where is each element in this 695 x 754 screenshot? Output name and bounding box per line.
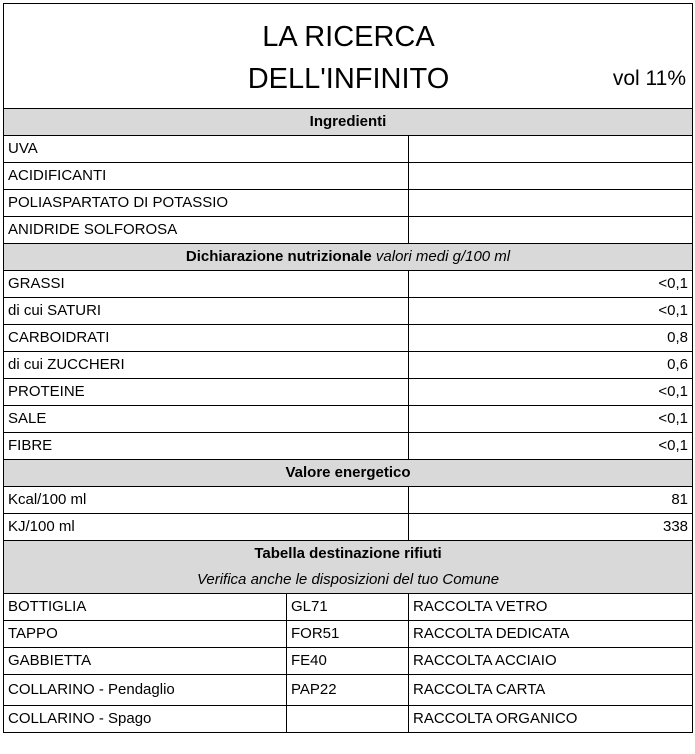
waste-destination: RACCOLTA ORGANICO [409, 706, 693, 733]
waste-item: COLLARINO - Spago [4, 706, 287, 733]
energy-value: 338 [409, 514, 693, 541]
nutrition-label: di cui ZUCCHERI [4, 352, 409, 379]
ingredients-header: Ingredienti [4, 109, 693, 136]
energy-label: KJ/100 ml [4, 514, 409, 541]
nutrition-header-title: Dichiarazione nutrizionale [185, 248, 372, 265]
waste-item: COLLARINO - Pendaglio [4, 675, 287, 706]
ingredient-blank [409, 217, 693, 244]
waste-header: Tabella destinazione rifiuti [4, 541, 693, 568]
energy-label: Kcal/100 ml [4, 487, 409, 514]
ingredient-blank [409, 190, 693, 217]
nutrition-label: SALE [4, 406, 409, 433]
waste-destination: RACCOLTA VETRO [409, 594, 693, 621]
nutrition-value: 0,8 [409, 325, 693, 352]
nutrition-label: di cui SATURI [4, 298, 409, 325]
nutrition-label: FIBRE [4, 433, 409, 460]
product-title [4, 16, 693, 100]
nutrition-label: GRASSI [4, 271, 409, 298]
ingredient-item: POLIASPARTATO DI POTASSIO [4, 190, 409, 217]
waste-code: FOR51 [287, 621, 409, 648]
waste-code: GL71 [287, 594, 409, 621]
ingredient-item: ANIDRIDE SOLFOROSA [4, 217, 409, 244]
energy-header: Valore energetico [4, 460, 693, 487]
waste-subheader: Verifica anche le disposizioni del tuo Comune [4, 567, 693, 594]
waste-code: FE40 [287, 648, 409, 675]
product-title-line2: DELL'INFINITO [247, 63, 450, 95]
waste-item: BOTTIGLIA [4, 594, 287, 621]
waste-code: PAP22 [287, 675, 409, 706]
nutrition-header-units: valori medi g/100 ml [375, 248, 511, 265]
nutrition-label: PROTEINE [4, 379, 409, 406]
nutrition-value: <0,1 [409, 379, 693, 406]
alcohol-volume: vol 11% [612, 67, 687, 90]
nutrition-header [4, 244, 693, 271]
waste-item: TAPPO [4, 621, 287, 648]
waste-item: GABBIETTA [4, 648, 287, 675]
energy-value: 81 [409, 487, 693, 514]
waste-destination: RACCOLTA CARTA [409, 675, 693, 706]
ingredient-item: ACIDIFICANTI [4, 163, 409, 190]
waste-destination: RACCOLTA ACCIAIO [409, 648, 693, 675]
waste-code [287, 706, 409, 733]
waste-destination: RACCOLTA DEDICATA [409, 621, 693, 648]
wine-label-table [3, 3, 693, 733]
ingredient-blank [409, 136, 693, 163]
ingredient-item: UVA [4, 136, 409, 163]
product-title-line1: LA RICERCA [262, 21, 435, 53]
nutrition-label: CARBOIDRATI [4, 325, 409, 352]
nutrition-value: <0,1 [409, 433, 693, 460]
nutrition-value: <0,1 [409, 271, 693, 298]
title-block [4, 4, 693, 109]
nutrition-value: <0,1 [409, 298, 693, 325]
nutrition-value: <0,1 [409, 406, 693, 433]
ingredient-blank [409, 163, 693, 190]
nutrition-value: 0,6 [409, 352, 693, 379]
